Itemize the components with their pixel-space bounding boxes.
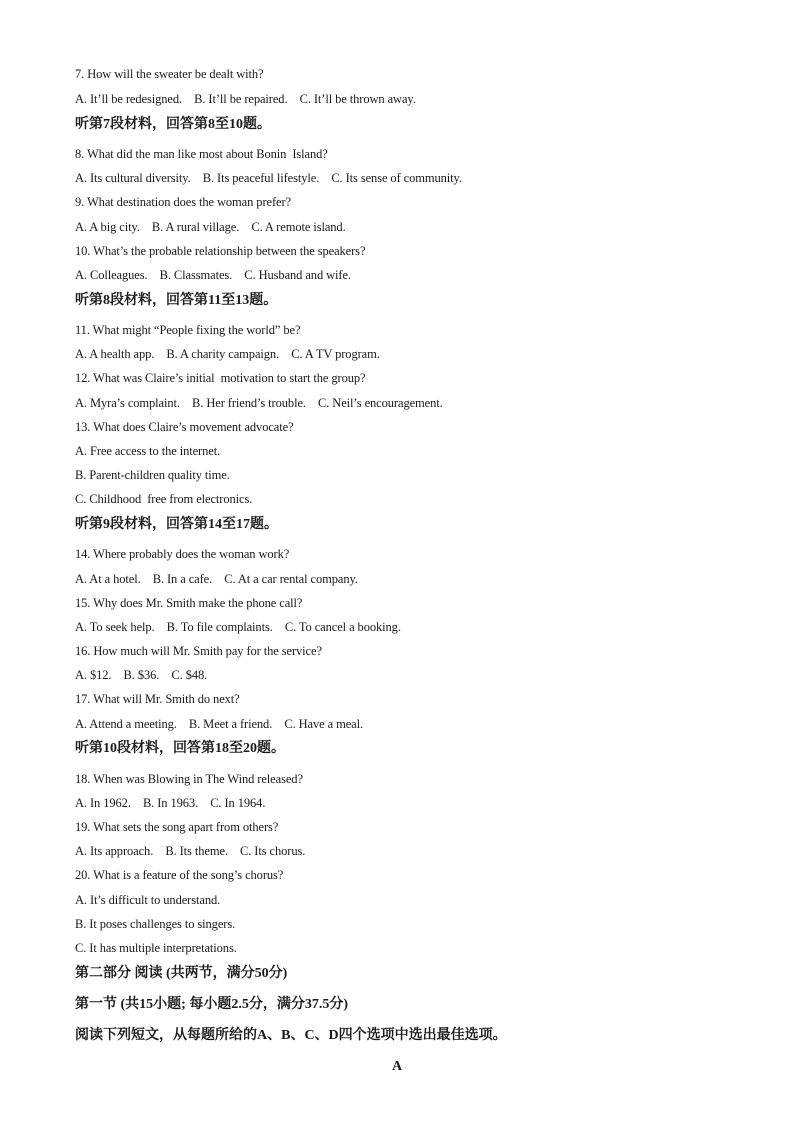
option-text: A. A big city. B. A rural village. C. A remote island. xyxy=(75,220,346,234)
question-text: 7. How will the sweater be dealt with? xyxy=(75,67,264,81)
question-text: 16. How much will Mr. Smith pay for the service? xyxy=(75,644,322,658)
question-text: 11. What might “People fixing the world” be? xyxy=(75,323,301,337)
question-text: 20. What is a feature of the song’s chorus? xyxy=(75,868,284,882)
section-heading: 听第10段材料，回答第18至20题。 xyxy=(75,741,285,756)
option-text: A. Its approach. B. Its theme. C. Its chorus. xyxy=(75,844,306,858)
option-text: A. It’s difficult to understand. xyxy=(75,893,221,907)
option-text: A. Free access to the internet. xyxy=(75,444,221,458)
option-text: B. It poses challenges to singers. xyxy=(75,917,236,931)
section-heading: 听第7段材料，回答第8至10题。 xyxy=(75,117,271,132)
question-text: 8. What did the man like most about Bonin Island? xyxy=(75,147,328,161)
option-text: A. $12. B. $36. C. $48. xyxy=(75,668,208,682)
option-text: A. Its cultural diversity. B. Its peaceful lifestyle. C. Its sense of community. xyxy=(75,171,462,185)
question-text: 10. What’s the probable relationship between the speakers? xyxy=(75,244,366,258)
question-text: 18. When was Blowing in The Wind released? xyxy=(75,772,303,786)
option-text: A. It’ll be redesigned. B. It’ll be repaired. C. It’ll be thrown away. xyxy=(75,92,416,106)
option-text: B. Parent-children quality time. xyxy=(75,468,230,482)
question-text: 17. What will Mr. Smith do next? xyxy=(75,692,240,706)
option-text: A. At a hotel. B. In a cafe. C. At a car rental company. xyxy=(75,572,358,586)
question-text: 9. What destination does the woman prefer? xyxy=(75,195,291,209)
option-text: A. A health app. B. A charity campaign. C. A TV program. xyxy=(75,347,380,361)
passage-letter: A xyxy=(391,1059,403,1074)
option-text: A. To seek help. B. To file complaints. C. To cancel a booking. xyxy=(75,620,401,634)
option-text: A. Colleagues. B. Classmates. C. Husband and wife. xyxy=(75,268,351,282)
question-text: 13. What does Claire’s movement advocate? xyxy=(75,420,294,434)
option-text: A. Myra’s complaint. B. Her friend’s trouble. C. Neil’s encouragement. xyxy=(75,396,443,410)
option-text: A. Attend a meeting. B. Meet a friend. C. Have a meal. xyxy=(75,717,364,731)
option-text: C. Childhood free from electronics. xyxy=(75,492,253,506)
question-text: 19. What sets the song apart from others? xyxy=(75,820,279,834)
option-text: C. It has multiple interpretations. xyxy=(75,941,237,955)
option-text: A. In 1962. B. In 1963. C. In 1964. xyxy=(75,796,266,810)
section-heading: 第一节 (共15小题; 每小题2.5分，满分37.5分) xyxy=(75,997,348,1012)
section-heading: 阅读下列短文，从每题所给的A、B、C、D四个选项中选出最佳选项。 xyxy=(75,1028,507,1043)
question-text: 15. Why does Mr. Smith make the phone call? xyxy=(75,596,303,610)
question-text: 12. What was Claire’s initial motivation to start the group? xyxy=(75,371,366,385)
question-text: 14. Where probably does the woman work? xyxy=(75,547,290,561)
section-heading: 听第9段材料，回答第14至17题。 xyxy=(75,517,278,532)
section-heading: 听第8段材料，回答第11至13题。 xyxy=(75,293,278,308)
section-heading: 第二部分 阅读 (共两节，满分50分) xyxy=(75,966,288,981)
